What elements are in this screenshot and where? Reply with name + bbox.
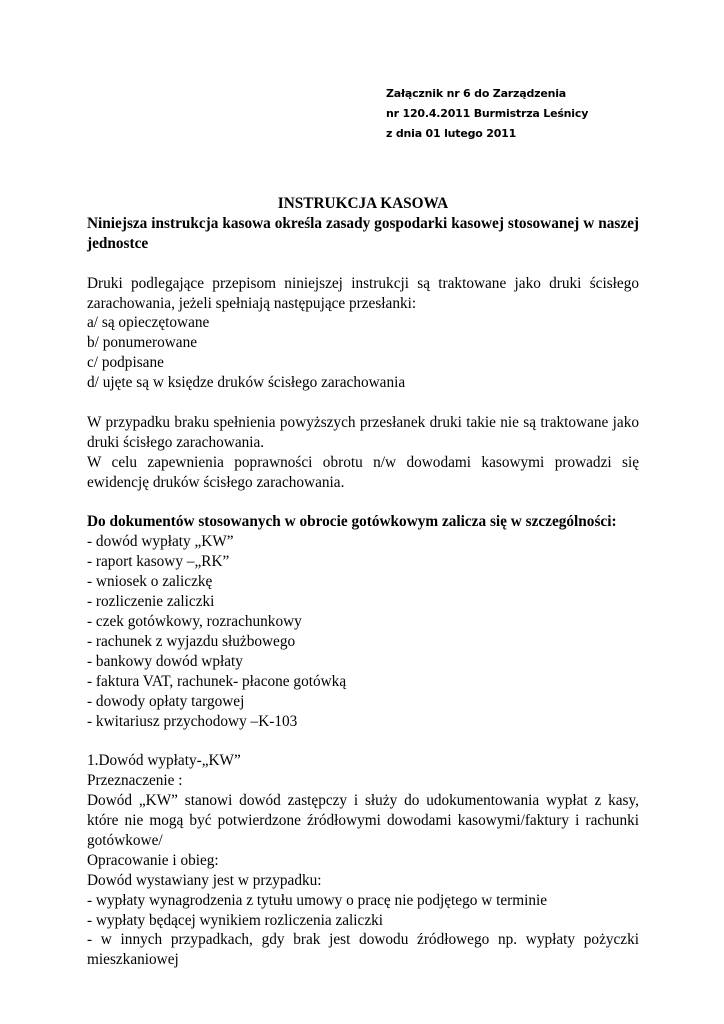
attachment-header bbox=[386, 84, 588, 144]
kw-case-item: - wypłaty wynagrodzenia z tytułu umowy o pracę nie podjętego w terminie bbox=[87, 891, 548, 909]
document-list-item: - rachunek z wyjazdu służbowego bbox=[87, 632, 296, 650]
attachment-line-2: nr 120.4.2011 Burmistrza Leśnicy bbox=[386, 107, 589, 120]
document-list-item: - dowody opłaty targowej bbox=[87, 692, 245, 710]
document-list-item: - czek gotówkowy, rozrachunkowy bbox=[87, 612, 302, 630]
document-body bbox=[87, 194, 639, 970]
kw-flow-label: Opracowanie i obieg: bbox=[87, 851, 219, 869]
documents-heading: Do dokumentów stosowanych w obrocie gotówkowym zalicza się w szczególności: bbox=[87, 513, 617, 531]
intro-paragraph: Niniejsza instrukcja kasowa określa zasady gospodarki kasowej stosowanej w naszej jednostce bbox=[87, 214, 639, 252]
document-list-item: - rozliczenie zaliczki bbox=[87, 593, 215, 611]
document-list-item: - dowód wypłaty „KW” bbox=[87, 533, 234, 551]
document-list-item: - faktura VAT, rachunek- płacone gotówką bbox=[87, 672, 347, 690]
print-condition-item: c/ podpisane bbox=[87, 354, 164, 372]
print-condition-item: a/ są opieczętowane bbox=[87, 314, 210, 332]
attachment-line-1: Załącznik nr 6 do Zarządzenia bbox=[386, 87, 567, 100]
kw-heading: 1.Dowód wypłaty-„KW” bbox=[87, 752, 241, 770]
print-condition-item: b/ ponumerowane bbox=[87, 334, 198, 352]
document-list-item: - raport kasowy –„RK” bbox=[87, 553, 230, 571]
document-list-item: - wniosek o zaliczkę bbox=[87, 573, 213, 591]
attachment-line-3: z dnia 01 lutego 2011 bbox=[386, 127, 517, 140]
kw-purpose-text: Dowód „KW” stanowi dowód zastępczy i służy do udokumentowania wypłat z kasy, które nie mogą być potwierdzone źródłowymi dowodami kasowymi/faktury i rachunki gotówkowe/ bbox=[87, 792, 639, 849]
document-title: INSTRUKCJA KASOWA bbox=[277, 195, 449, 212]
document-list-item: - kwitariusz przychodowy –K-103 bbox=[87, 712, 298, 730]
kw-purpose-label: Przeznaczenie : bbox=[87, 772, 183, 790]
missing-conditions-paragraph: W przypadku braku spełnienia powyższych przesłanek druki takie nie są traktowane jako druki ścisłego zarachowania. bbox=[87, 413, 639, 451]
document-list-item: - bankowy dowód wpłaty bbox=[87, 652, 243, 670]
print-paragraph: Druki podlegające przepisom niniejszej instrukcji są traktowane jako druki ścisłego zarachowania, jeżeli spełniają następujące przesłanki: bbox=[87, 274, 639, 312]
kw-case-item: - wypłaty będącej wynikiem rozliczenia zaliczki bbox=[87, 911, 384, 929]
kw-issued-label: Dowód wystawiany jest w przypadku: bbox=[87, 871, 322, 889]
print-condition-item: d/ ujęte są w księdze druków ścisłego zarachowania bbox=[87, 374, 406, 392]
kw-case-item: - w innych przypadkach, gdy brak jest dowodu źródłowego np. wypłaty pożyczki mieszkaniowej bbox=[87, 931, 639, 969]
record-keeping-paragraph: W celu zapewnienia poprawności obrotu n/w dowodami kasowymi prowadzi się ewidencję druków ścisłego zarachowania. bbox=[87, 453, 639, 491]
